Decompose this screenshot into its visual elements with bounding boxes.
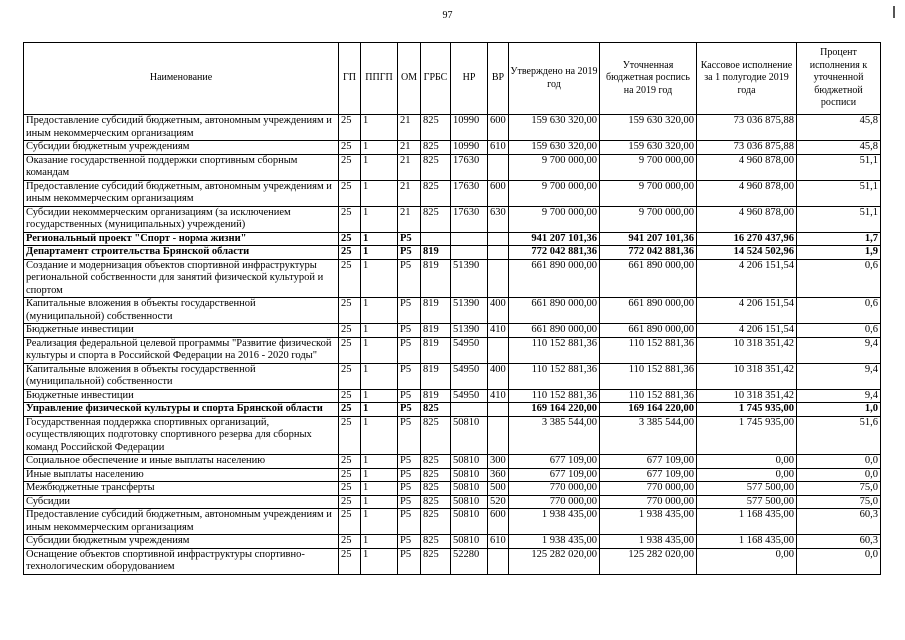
cell-refined: 770 000,00 bbox=[600, 482, 697, 496]
cell-refined: 772 042 881,36 bbox=[600, 246, 697, 260]
table-row bbox=[24, 141, 881, 155]
cell-om: 21 bbox=[398, 154, 421, 180]
cell-om: P5 bbox=[398, 389, 421, 403]
cell-cash: 4 206 151,54 bbox=[697, 298, 797, 324]
cell-grbs: 825 bbox=[421, 495, 451, 509]
cell-nr: 51390 bbox=[451, 324, 488, 338]
header-refined: Уточненная бюджетная роспись на 2019 год bbox=[600, 43, 697, 115]
cell-grbs: 819 bbox=[421, 246, 451, 260]
cell-refined: 125 282 020,00 bbox=[600, 548, 697, 574]
table-row bbox=[24, 482, 881, 496]
cell-grbs: 825 bbox=[421, 509, 451, 535]
cell-approved: 661 890 000,00 bbox=[509, 324, 600, 338]
cell-gp: 25 bbox=[339, 509, 361, 535]
cell-approved: 677 109,00 bbox=[509, 455, 600, 469]
cell-gp: 25 bbox=[339, 389, 361, 403]
cell-name: Субсидии некоммерческим организациям (за исключением государственных (муниципальных) учреждений) bbox=[24, 206, 339, 232]
cell-ppgp: 1 bbox=[361, 389, 398, 403]
cell-vr bbox=[488, 548, 509, 574]
cell-approved: 3 385 544,00 bbox=[509, 416, 600, 455]
cell-vr: 600 bbox=[488, 509, 509, 535]
cell-ppgp: 1 bbox=[361, 337, 398, 363]
cell-gp: 25 bbox=[339, 324, 361, 338]
cell-om: P5 bbox=[398, 455, 421, 469]
cell-name: Бюджетные инвестиции bbox=[24, 324, 339, 338]
cell-percent: 51,1 bbox=[797, 180, 881, 206]
cell-om: 21 bbox=[398, 206, 421, 232]
header-ppgp: ППГП bbox=[361, 43, 398, 115]
cell-cash: 1 745 935,00 bbox=[697, 416, 797, 455]
cell-vr: 500 bbox=[488, 482, 509, 496]
cell-ppgp: 1 bbox=[361, 509, 398, 535]
cell-approved: 110 152 881,36 bbox=[509, 389, 600, 403]
cell-ppgp: 1 bbox=[361, 246, 398, 260]
cell-gp: 25 bbox=[339, 403, 361, 417]
table-row bbox=[24, 416, 881, 455]
table-row bbox=[24, 115, 881, 141]
cell-cash: 4 206 151,54 bbox=[697, 259, 797, 298]
cell-om: P5 bbox=[398, 509, 421, 535]
cell-nr: 51390 bbox=[451, 259, 488, 298]
cell-gp: 25 bbox=[339, 246, 361, 260]
cell-gp: 25 bbox=[339, 337, 361, 363]
cell-grbs: 825 bbox=[421, 115, 451, 141]
cell-nr: 17630 bbox=[451, 180, 488, 206]
cell-grbs: 825 bbox=[421, 180, 451, 206]
cell-refined: 9 700 000,00 bbox=[600, 206, 697, 232]
cell-percent: 9,4 bbox=[797, 337, 881, 363]
cell-name: Реализация федеральной целевой программы "Развитие физической культуры и спорта в Российской Федерации на 2016 - 2020 годы" bbox=[24, 337, 339, 363]
cell-grbs: 819 bbox=[421, 363, 451, 389]
cell-cash: 73 036 875,88 bbox=[697, 141, 797, 155]
cell-gp: 25 bbox=[339, 495, 361, 509]
cell-cash: 1 168 435,00 bbox=[697, 509, 797, 535]
cell-nr bbox=[451, 403, 488, 417]
cell-approved: 677 109,00 bbox=[509, 468, 600, 482]
cell-percent: 60,3 bbox=[797, 535, 881, 549]
cell-vr bbox=[488, 154, 509, 180]
table-row bbox=[24, 180, 881, 206]
table-row bbox=[24, 154, 881, 180]
cell-ppgp: 1 bbox=[361, 141, 398, 155]
cell-grbs: 819 bbox=[421, 337, 451, 363]
header-om: ОМ bbox=[398, 43, 421, 115]
cell-approved: 9 700 000,00 bbox=[509, 154, 600, 180]
cell-cash: 10 318 351,42 bbox=[697, 337, 797, 363]
cell-approved: 9 700 000,00 bbox=[509, 206, 600, 232]
cell-grbs: 825 bbox=[421, 455, 451, 469]
cell-nr: 10990 bbox=[451, 115, 488, 141]
cell-grbs: 825 bbox=[421, 416, 451, 455]
cell-om: 21 bbox=[398, 115, 421, 141]
cell-grbs: 819 bbox=[421, 259, 451, 298]
cell-percent: 51,6 bbox=[797, 416, 881, 455]
cell-gp: 25 bbox=[339, 141, 361, 155]
cell-ppgp: 1 bbox=[361, 363, 398, 389]
cell-cash: 14 524 502,96 bbox=[697, 246, 797, 260]
cell-gp: 25 bbox=[339, 548, 361, 574]
cell-nr: 50810 bbox=[451, 509, 488, 535]
cell-gp: 25 bbox=[339, 206, 361, 232]
cell-ppgp: 1 bbox=[361, 232, 398, 246]
cell-nr: 51390 bbox=[451, 298, 488, 324]
cell-name: Департамент строительства Брянской области bbox=[24, 246, 339, 260]
cell-gp: 25 bbox=[339, 455, 361, 469]
cell-percent: 75,0 bbox=[797, 482, 881, 496]
cell-refined: 677 109,00 bbox=[600, 455, 697, 469]
table-row bbox=[24, 298, 881, 324]
cell-om: P5 bbox=[398, 535, 421, 549]
cell-nr: 50810 bbox=[451, 455, 488, 469]
cell-nr bbox=[451, 232, 488, 246]
cell-vr bbox=[488, 232, 509, 246]
cell-percent: 51,1 bbox=[797, 154, 881, 180]
cell-om: P5 bbox=[398, 259, 421, 298]
cell-grbs: 819 bbox=[421, 389, 451, 403]
header-name: Наименование bbox=[24, 43, 339, 115]
cell-vr: 520 bbox=[488, 495, 509, 509]
cell-approved: 1 938 435,00 bbox=[509, 535, 600, 549]
cell-cash: 4 206 151,54 bbox=[697, 324, 797, 338]
cell-ppgp: 1 bbox=[361, 259, 398, 298]
cell-gp: 25 bbox=[339, 180, 361, 206]
cell-grbs bbox=[421, 232, 451, 246]
cell-name: Управление физической культуры и спорта Брянской области bbox=[24, 403, 339, 417]
header-grbs: ГРБС bbox=[421, 43, 451, 115]
cell-ppgp: 1 bbox=[361, 548, 398, 574]
cell-vr: 400 bbox=[488, 298, 509, 324]
cell-approved: 1 938 435,00 bbox=[509, 509, 600, 535]
cell-refined: 110 152 881,36 bbox=[600, 363, 697, 389]
cell-name: Иные выплаты населению bbox=[24, 468, 339, 482]
cell-cash: 0,00 bbox=[697, 455, 797, 469]
cell-refined: 159 630 320,00 bbox=[600, 141, 697, 155]
cell-percent: 0,0 bbox=[797, 468, 881, 482]
cell-name: Создание и модернизация объектов спортивной инфраструктуры региональной собственности для занятий физической культурой и спортом bbox=[24, 259, 339, 298]
budget-table bbox=[23, 42, 881, 575]
cell-name: Предоставление субсидий бюджетным, автономным учреждениям и иным некоммерческим организациям bbox=[24, 115, 339, 141]
cell-percent: 1,7 bbox=[797, 232, 881, 246]
cell-refined: 661 890 000,00 bbox=[600, 259, 697, 298]
cell-om: P5 bbox=[398, 403, 421, 417]
cell-name: Предоставление субсидий бюджетным, автономным учреждениям и иным некоммерческим организациям bbox=[24, 509, 339, 535]
cell-cash: 16 270 437,96 bbox=[697, 232, 797, 246]
cell-gp: 25 bbox=[339, 115, 361, 141]
cell-name: Социальное обеспечение и иные выплаты населению bbox=[24, 455, 339, 469]
cell-percent: 0,6 bbox=[797, 259, 881, 298]
table-row bbox=[24, 337, 881, 363]
cell-grbs: 825 bbox=[421, 468, 451, 482]
cell-percent: 60,3 bbox=[797, 509, 881, 535]
cell-refined: 941 207 101,36 bbox=[600, 232, 697, 246]
cell-name: Капитальные вложения в объекты государственной (муниципальной) собственности bbox=[24, 298, 339, 324]
table-row bbox=[24, 468, 881, 482]
cell-name: Предоставление субсидий бюджетным, автономным учреждениям и иным некоммерческим организациям bbox=[24, 180, 339, 206]
cell-percent: 0,0 bbox=[797, 455, 881, 469]
cell-nr bbox=[451, 246, 488, 260]
cell-ppgp: 1 bbox=[361, 495, 398, 509]
cell-name: Оснащение объектов спортивной инфраструктуры спортивно-технологическим оборудованием bbox=[24, 548, 339, 574]
cell-gp: 25 bbox=[339, 468, 361, 482]
table-row bbox=[24, 363, 881, 389]
cell-percent: 0,0 bbox=[797, 548, 881, 574]
cell-nr: 10990 bbox=[451, 141, 488, 155]
cell-ppgp: 1 bbox=[361, 154, 398, 180]
cell-refined: 9 700 000,00 bbox=[600, 154, 697, 180]
scan-edge-mark bbox=[893, 6, 895, 18]
cell-gp: 25 bbox=[339, 416, 361, 455]
cell-om: P5 bbox=[398, 548, 421, 574]
cell-vr bbox=[488, 246, 509, 260]
cell-nr: 50810 bbox=[451, 495, 488, 509]
cell-percent: 0,6 bbox=[797, 324, 881, 338]
cell-refined: 770 000,00 bbox=[600, 495, 697, 509]
cell-nr: 52280 bbox=[451, 548, 488, 574]
cell-grbs: 825 bbox=[421, 535, 451, 549]
cell-approved: 159 630 320,00 bbox=[509, 141, 600, 155]
cell-gp: 25 bbox=[339, 154, 361, 180]
cell-vr: 610 bbox=[488, 535, 509, 549]
cell-grbs: 825 bbox=[421, 206, 451, 232]
cell-grbs: 825 bbox=[421, 403, 451, 417]
cell-grbs: 819 bbox=[421, 298, 451, 324]
header-nr: НР bbox=[451, 43, 488, 115]
cell-gp: 25 bbox=[339, 363, 361, 389]
table-header-row bbox=[24, 43, 881, 115]
cell-percent: 1,0 bbox=[797, 403, 881, 417]
cell-vr bbox=[488, 416, 509, 455]
table-row bbox=[24, 389, 881, 403]
table-row bbox=[24, 403, 881, 417]
header-vr: ВР bbox=[488, 43, 509, 115]
cell-vr: 400 bbox=[488, 363, 509, 389]
table-row bbox=[24, 206, 881, 232]
cell-approved: 110 152 881,36 bbox=[509, 363, 600, 389]
cell-name: Субсидии bbox=[24, 495, 339, 509]
cell-cash: 1 745 935,00 bbox=[697, 403, 797, 417]
cell-nr: 50810 bbox=[451, 482, 488, 496]
cell-ppgp: 1 bbox=[361, 403, 398, 417]
cell-vr: 410 bbox=[488, 389, 509, 403]
cell-name: Субсидии бюджетным учреждениям bbox=[24, 535, 339, 549]
cell-om: P5 bbox=[398, 416, 421, 455]
cell-approved: 169 164 220,00 bbox=[509, 403, 600, 417]
cell-refined: 159 630 320,00 bbox=[600, 115, 697, 141]
cell-approved: 770 000,00 bbox=[509, 495, 600, 509]
cell-grbs: 825 bbox=[421, 548, 451, 574]
cell-name: Бюджетные инвестиции bbox=[24, 389, 339, 403]
cell-nr: 17630 bbox=[451, 206, 488, 232]
cell-refined: 110 152 881,36 bbox=[600, 389, 697, 403]
cell-grbs: 825 bbox=[421, 482, 451, 496]
cell-ppgp: 1 bbox=[361, 416, 398, 455]
cell-percent: 75,0 bbox=[797, 495, 881, 509]
cell-approved: 9 700 000,00 bbox=[509, 180, 600, 206]
cell-cash: 73 036 875,88 bbox=[697, 115, 797, 141]
cell-approved: 110 152 881,36 bbox=[509, 337, 600, 363]
cell-ppgp: 1 bbox=[361, 298, 398, 324]
cell-refined: 169 164 220,00 bbox=[600, 403, 697, 417]
cell-refined: 1 938 435,00 bbox=[600, 509, 697, 535]
cell-cash: 4 960 878,00 bbox=[697, 180, 797, 206]
cell-cash: 0,00 bbox=[697, 468, 797, 482]
cell-om: P5 bbox=[398, 298, 421, 324]
cell-cash: 10 318 351,42 bbox=[697, 389, 797, 403]
cell-vr: 300 bbox=[488, 455, 509, 469]
cell-om: 21 bbox=[398, 180, 421, 206]
cell-gp: 25 bbox=[339, 298, 361, 324]
cell-name: Региональный проект "Спорт - норма жизни" bbox=[24, 232, 339, 246]
cell-cash: 4 960 878,00 bbox=[697, 154, 797, 180]
cell-refined: 661 890 000,00 bbox=[600, 324, 697, 338]
cell-vr: 410 bbox=[488, 324, 509, 338]
cell-approved: 770 000,00 bbox=[509, 482, 600, 496]
header-approved: Утверждено на 2019 год bbox=[509, 43, 600, 115]
cell-vr bbox=[488, 337, 509, 363]
cell-om: P5 bbox=[398, 337, 421, 363]
cell-nr: 50810 bbox=[451, 535, 488, 549]
header-gp: ГП bbox=[339, 43, 361, 115]
cell-grbs: 825 bbox=[421, 154, 451, 180]
cell-cash: 1 168 435,00 bbox=[697, 535, 797, 549]
cell-nr: 50810 bbox=[451, 416, 488, 455]
header-percent: Процент исполнения к уточненной бюджетной росписи bbox=[797, 43, 881, 115]
cell-percent: 0,6 bbox=[797, 298, 881, 324]
cell-gp: 25 bbox=[339, 535, 361, 549]
cell-ppgp: 1 bbox=[361, 206, 398, 232]
table-row bbox=[24, 232, 881, 246]
cell-vr: 600 bbox=[488, 115, 509, 141]
cell-approved: 661 890 000,00 bbox=[509, 298, 600, 324]
cell-percent: 51,1 bbox=[797, 206, 881, 232]
cell-name: Государственная поддержка спортивных организаций, осуществляющих подготовку спортивного резерва для сборных команд Российской Федерации bbox=[24, 416, 339, 455]
cell-vr bbox=[488, 403, 509, 417]
cell-om: P5 bbox=[398, 324, 421, 338]
cell-refined: 1 938 435,00 bbox=[600, 535, 697, 549]
cell-refined: 677 109,00 bbox=[600, 468, 697, 482]
cell-vr: 360 bbox=[488, 468, 509, 482]
cell-nr: 50810 bbox=[451, 468, 488, 482]
cell-nr: 54950 bbox=[451, 337, 488, 363]
cell-approved: 941 207 101,36 bbox=[509, 232, 600, 246]
cell-ppgp: 1 bbox=[361, 535, 398, 549]
cell-nr: 54950 bbox=[451, 363, 488, 389]
table-row bbox=[24, 509, 881, 535]
cell-vr bbox=[488, 259, 509, 298]
cell-nr: 17630 bbox=[451, 154, 488, 180]
table-row bbox=[24, 324, 881, 338]
cell-vr: 630 bbox=[488, 206, 509, 232]
cell-ppgp: 1 bbox=[361, 180, 398, 206]
cell-ppgp: 1 bbox=[361, 468, 398, 482]
cell-percent: 1,9 bbox=[797, 246, 881, 260]
cell-cash: 10 318 351,42 bbox=[697, 363, 797, 389]
cell-approved: 661 890 000,00 bbox=[509, 259, 600, 298]
cell-om: 21 bbox=[398, 141, 421, 155]
cell-cash: 577 500,00 bbox=[697, 482, 797, 496]
cell-ppgp: 1 bbox=[361, 115, 398, 141]
table-row bbox=[24, 535, 881, 549]
cell-vr: 600 bbox=[488, 180, 509, 206]
page-number: 97 bbox=[442, 10, 453, 21]
cell-refined: 9 700 000,00 bbox=[600, 180, 697, 206]
cell-name: Капитальные вложения в объекты государственной (муниципальной) собственности bbox=[24, 363, 339, 389]
cell-om: P5 bbox=[398, 482, 421, 496]
cell-gp: 25 bbox=[339, 232, 361, 246]
cell-nr: 54950 bbox=[451, 389, 488, 403]
table-row bbox=[24, 259, 881, 298]
cell-approved: 125 282 020,00 bbox=[509, 548, 600, 574]
cell-grbs: 825 bbox=[421, 141, 451, 155]
cell-om: P5 bbox=[398, 246, 421, 260]
table-row bbox=[24, 495, 881, 509]
cell-name: Оказание государственной поддержки спортивным сборным командам bbox=[24, 154, 339, 180]
cell-ppgp: 1 bbox=[361, 324, 398, 338]
table-row bbox=[24, 246, 881, 260]
cell-refined: 110 152 881,36 bbox=[600, 337, 697, 363]
table-row bbox=[24, 548, 881, 574]
cell-cash: 577 500,00 bbox=[697, 495, 797, 509]
cell-om: P5 bbox=[398, 232, 421, 246]
cell-gp: 25 bbox=[339, 259, 361, 298]
cell-om: P5 bbox=[398, 468, 421, 482]
header-cash: Кассовое исполнение за 1 полугодие 2019 года bbox=[697, 43, 797, 115]
cell-percent: 45,8 bbox=[797, 141, 881, 155]
cell-ppgp: 1 bbox=[361, 455, 398, 469]
cell-cash: 4 960 878,00 bbox=[697, 206, 797, 232]
cell-om: P5 bbox=[398, 363, 421, 389]
cell-gp: 25 bbox=[339, 482, 361, 496]
cell-cash: 0,00 bbox=[697, 548, 797, 574]
cell-approved: 772 042 881,36 bbox=[509, 246, 600, 260]
cell-percent: 9,4 bbox=[797, 389, 881, 403]
table-row bbox=[24, 455, 881, 469]
cell-name: Субсидии бюджетным учреждениям bbox=[24, 141, 339, 155]
cell-name: Межбюджетные трансферты bbox=[24, 482, 339, 496]
cell-percent: 9,4 bbox=[797, 363, 881, 389]
cell-vr: 610 bbox=[488, 141, 509, 155]
cell-om: P5 bbox=[398, 495, 421, 509]
cell-refined: 3 385 544,00 bbox=[600, 416, 697, 455]
cell-approved: 159 630 320,00 bbox=[509, 115, 600, 141]
cell-refined: 661 890 000,00 bbox=[600, 298, 697, 324]
cell-ppgp: 1 bbox=[361, 482, 398, 496]
cell-grbs: 819 bbox=[421, 324, 451, 338]
cell-percent: 45,8 bbox=[797, 115, 881, 141]
